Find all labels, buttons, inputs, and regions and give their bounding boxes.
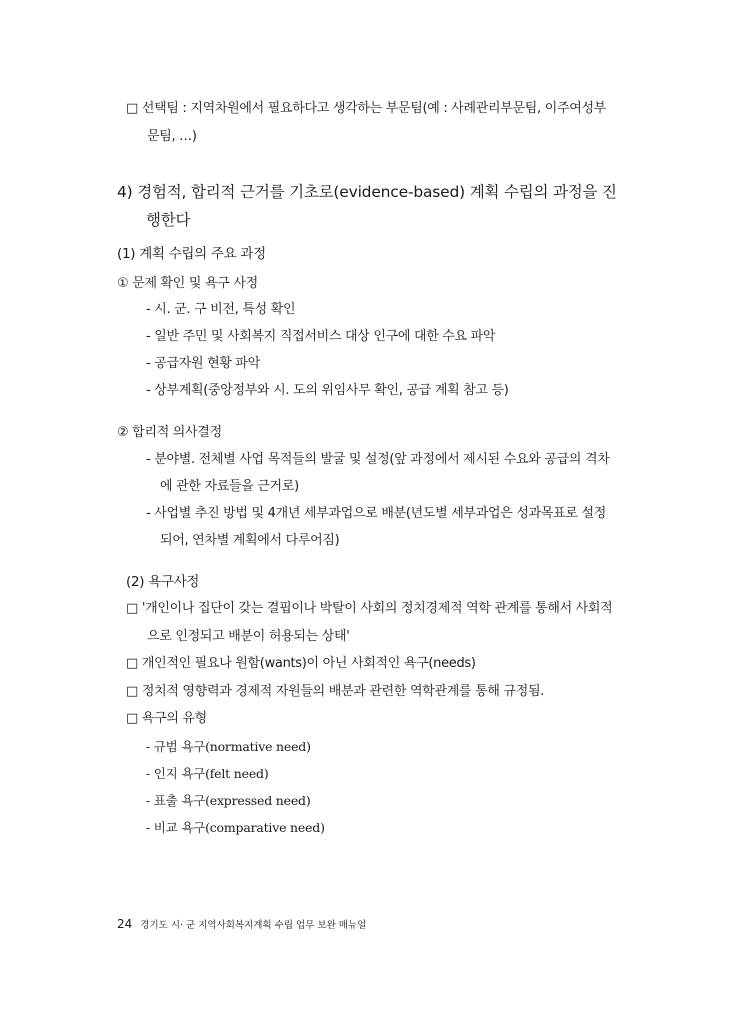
bullet-line-selection-team: □ 선택팀 : 지역차원에서 필요하다고 생각하는 부문팀(예 : 사례관리부문팀, 이주여성부 [126,101,607,116]
subsection-heading-2: (2) 욕구사정 [126,574,200,590]
list-item: - 분야별. 전체별 사업 목적들의 발굴 및 설정(앞 과정에서 제시된 수요와 공급의 격차 [146,452,610,467]
section-heading-4-cont: 행한다 [146,211,191,229]
list-item: - 공급자원 현황 파악 [146,356,260,371]
section-heading-4: 4) 경험적, 합리적 근거를 기초로(evidence-based) 계획 수립의 과정을 진 [117,183,617,201]
bullet-line-selection-team-cont: 문팀, …) [147,129,197,144]
list-item-cont: 에 관한 자료들을 근거로) [160,479,299,494]
bullet-line-definition-cont: 으로 인정되고 배분이 허용되는 상태' [147,629,350,644]
footer-title: 경기도 시· 군 지역사회복지계획 수립 업무 보완 매뉴얼 [140,920,367,931]
bullet-line-need-types: □ 욕구의 유형 [126,711,207,726]
page-footer [117,917,366,933]
bullet-line-definition: □ '개인이나 집단이 갖는 결핍이나 박탈이 사회의 정치경제적 역학 관계를 통해서 사회적 [126,601,613,616]
list-item: - 비교 욕구(comparative need) [146,820,325,835]
list-item: - 사업별 추진 방법 및 4개년 세부과업으로 배분(년도별 세부과업은 성과목표로 설정 [146,506,606,521]
list-item: - 표출 욕구(expressed need) [146,793,311,808]
list-item: - 인지 욕구(felt need) [146,766,269,781]
list-item: - 시. 군. 구 비전, 특성 확인 [146,302,296,317]
list-item: - 일반 주민 및 사회복지 직접서비스 대상 인구에 대한 수요 파악 [146,329,496,344]
list-item: - 규범 욕구(normative need) [146,739,311,754]
item-heading-2: ② 합리적 의사결정 [117,425,222,440]
subsection-heading-1: (1) 계획 수립의 주요 과정 [117,246,266,262]
bullet-line: □ 정치적 영향력과 경제적 자원들의 배분과 관련한 역학관계를 통해 규정됨. [126,684,545,699]
item-heading-1: ① 문제 확인 및 욕구 사정 [117,276,258,291]
list-item-cont: 되어, 연차별 계획에서 다루어짐) [160,533,340,548]
bullet-line: □ 개인적인 필요나 원함(wants)이 아닌 사회적인 욕구(needs) [126,656,476,671]
page-number: 24 [117,917,133,931]
list-item: - 상부계획(중앙정부와 시. 도의 위임사무 확인, 공급 계획 참고 등) [146,383,509,398]
